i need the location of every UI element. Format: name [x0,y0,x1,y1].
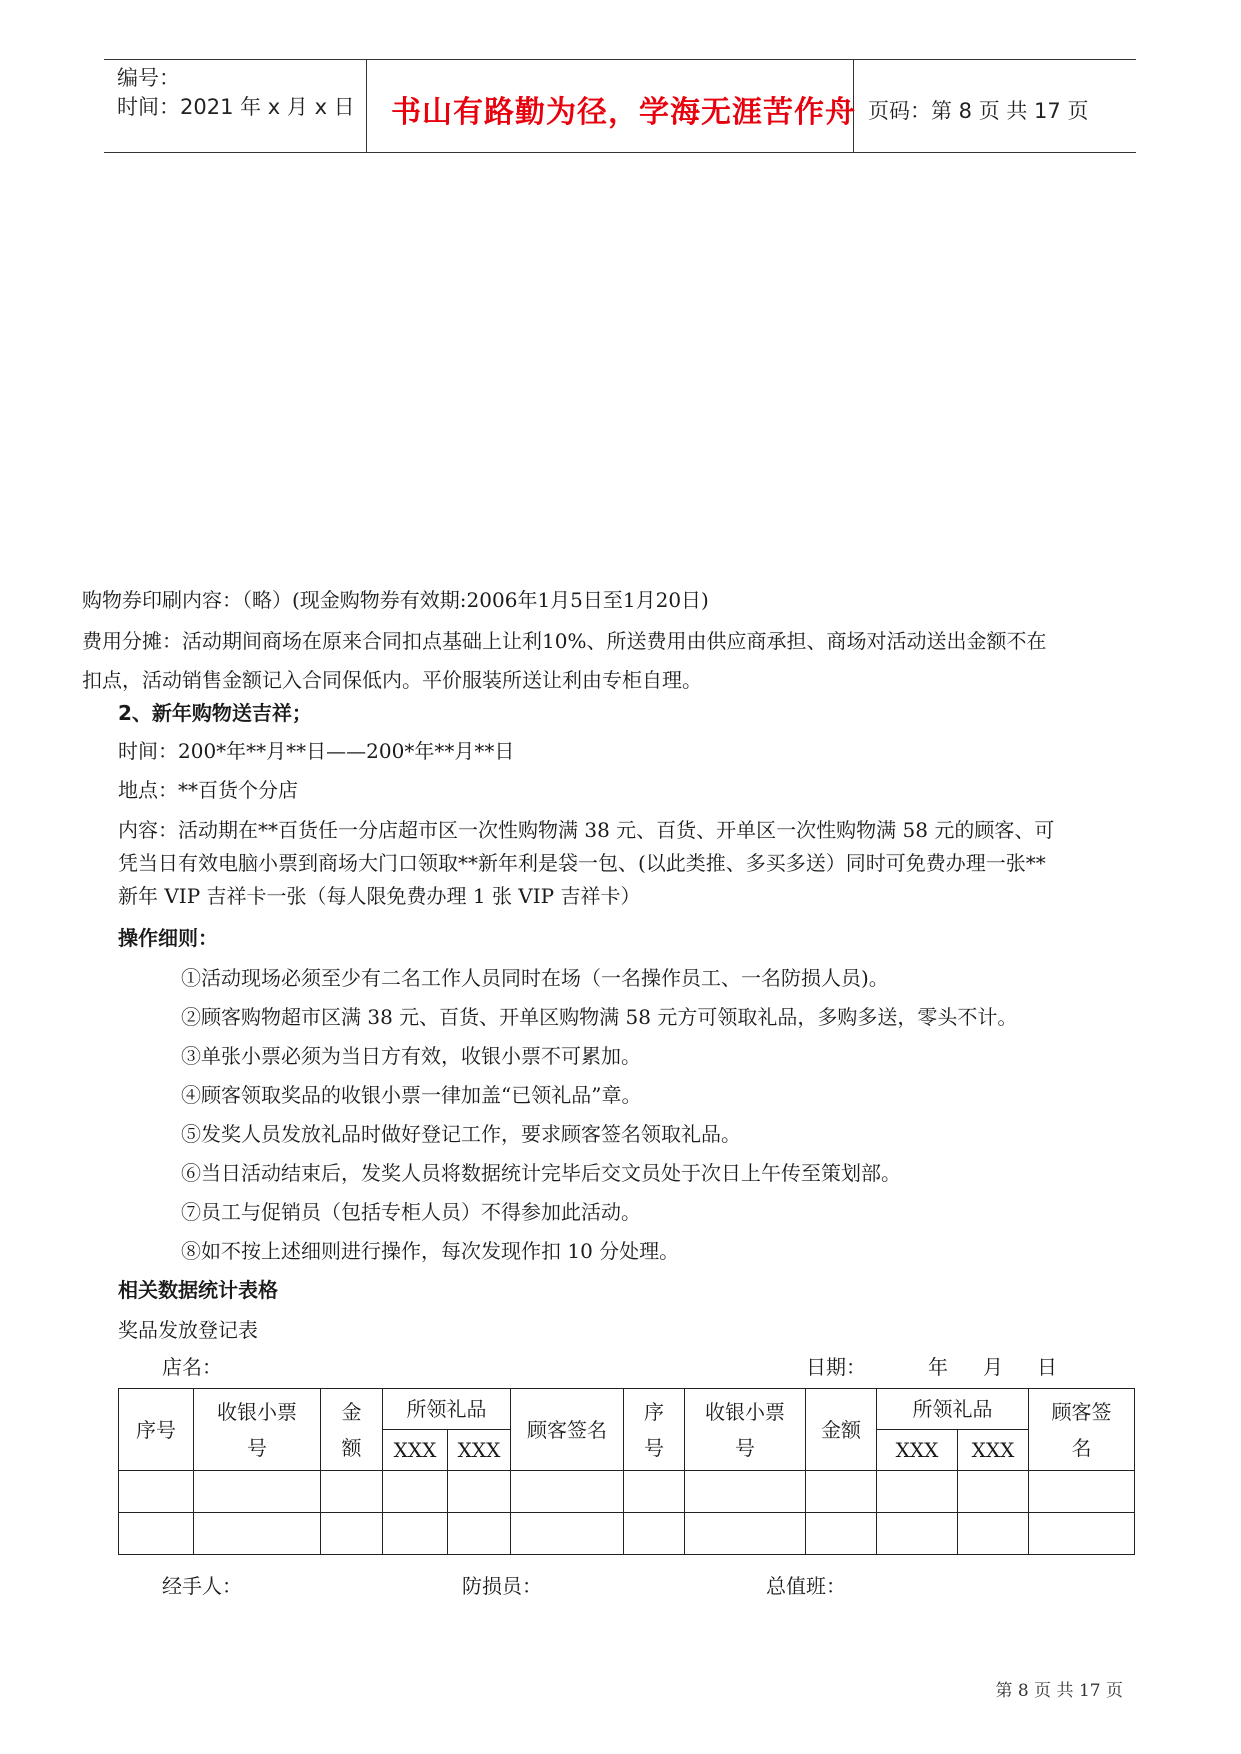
section-2-title: 2、新年购物送吉祥； [118,701,312,725]
header-customer-signature-2: 顾客签 名 [1029,1389,1135,1471]
table-cell[interactable] [383,1513,448,1555]
coupon-content-line: 购物券印刷内容：（略）(现金购物券有效期:2006年1月5日至1月20日) [82,588,709,612]
statistics-title: 相关数据统计表格 [118,1278,278,1302]
header-gift-2: 所领礼品 [877,1389,1029,1430]
table-cell[interactable] [119,1471,194,1513]
table-cell[interactable] [877,1513,958,1555]
header-gift-b: XXX [448,1430,511,1471]
date-day-label: 日 [1037,1355,1057,1379]
table-cell[interactable] [194,1471,321,1513]
date-label: 日期： [806,1355,866,1379]
header-top-rule [104,59,1136,60]
page-number-label: 页码：第 8 页 共 17 页 [868,99,1089,123]
duty-manager-label: 总值班： [766,1574,846,1598]
table-cell[interactable] [194,1513,321,1555]
header-receipt-no: 收银小票 号 [194,1389,321,1471]
rule-item: ⑧如不按上述细则进行操作，每次发现作扣 10 分处理。 [181,1239,680,1263]
header-customer-signature: 顾客签名 [511,1389,624,1471]
table-cell[interactable] [448,1471,511,1513]
header-divider-left [366,60,367,153]
table-cell[interactable] [806,1471,877,1513]
table-row [119,1471,1135,1513]
table-cell[interactable] [511,1471,624,1513]
table-cell[interactable] [806,1513,877,1555]
header-seq-2: 序 号 [624,1389,685,1471]
store-name-label: 店名： [162,1355,222,1379]
cost-sharing-line-2: 扣点，活动销售金额记入合同保低内。平价服装所送让利由专柜自理。 [82,668,702,692]
prize-registration-table [118,1388,1135,1555]
cost-sharing-line-1: 费用分摊：活动期间商场在原来合同扣点基础上让利10%、所送费用由供应商承担、商场对活动送出金额不在 [82,629,1047,653]
date-month-label: 月 [983,1355,1003,1379]
rules-title: 操作细则： [118,926,218,950]
document-number-label: 编号： [117,66,180,90]
loss-prevention-label: 防损员： [462,1574,542,1598]
event-content-line-3: 新年 VIP 吉祥卡一张（每人限免费办理 1 张 VIP 吉祥卡） [118,884,641,908]
rule-item: ⑥当日活动结束后，发奖人员将数据统计完毕后交文员处于次日上午传至策划部。 [181,1161,901,1185]
header-bottom-rule [104,152,1136,153]
header-receipt-no-2: 收银小票 号 [685,1389,806,1471]
rule-item: ⑦员工与促销员（包括专柜人员）不得参加此活动。 [181,1200,641,1224]
handler-label: 经手人： [162,1574,242,1598]
event-place-line: 地点：**百货个分店 [118,778,298,802]
document-time-label: 时间：2021 年 x 月 x 日 [117,95,355,119]
rule-item: ③单张小票必须为当日方有效，收银小票不可累加。 [181,1044,641,1068]
header-seq: 序号 [119,1389,194,1471]
event-time-line: 时间：200*年**月**日——200*年**月**日 [118,739,515,763]
form-title: 奖品发放登记表 [118,1318,258,1342]
table-cell[interactable] [685,1471,806,1513]
table-cell[interactable] [383,1471,448,1513]
table-cell[interactable] [1029,1513,1135,1555]
table-cell[interactable] [624,1513,685,1555]
table-cell[interactable] [958,1471,1029,1513]
rule-item: ⑤发奖人员发放礼品时做好登记工作，要求顾客签名领取礼品。 [181,1122,741,1146]
footer-page-number: 第 8 页 共 17 页 [995,1681,1123,1701]
rule-item: ②顾客购物超市区满 38 元、百货、开单区购物满 58 元方可领取礼品，多购多送，零头不计。 [181,1005,1018,1029]
date-year-label: 年 [928,1355,948,1379]
table-cell[interactable] [321,1513,383,1555]
table-cell[interactable] [685,1513,806,1555]
table-cell[interactable] [624,1471,685,1513]
header-gift-a-2: XXX [877,1430,958,1471]
table-cell[interactable] [1029,1471,1135,1513]
table-cell[interactable] [119,1513,194,1555]
header-gift: 所领礼品 [383,1389,511,1430]
table-cell[interactable] [958,1513,1029,1555]
rule-item: ④顾客领取奖品的收银小票一律加盖“已领礼品”章。 [181,1083,642,1107]
table-cell[interactable] [511,1513,624,1555]
header-amount-2: 金额 [806,1389,877,1471]
table-cell[interactable] [321,1471,383,1513]
rule-item: ①活动现场必须至少有二名工作人员同时在场（一名操作员工、一名防损人员)。 [181,966,889,990]
header-amount: 金 额 [321,1389,383,1471]
header-motto: 书山有路勤为径，学海无涯苦作舟 [391,95,856,130]
event-content-line-2: 凭当日有效电脑小票到商场大门口领取**新年利是袋一包、(以此类推、多买多送）同时可免费办理一张** [118,851,1046,875]
table-cell[interactable] [448,1513,511,1555]
header-gift-b-2: XXX [958,1430,1029,1471]
event-content-line-1: 内容：活动期在**百货任一分店超市区一次性购物满 38 元、百货、开单区一次性购物满 58 元的顾客、可 [118,818,1055,842]
table-cell[interactable] [877,1471,958,1513]
header-gift-a: XXX [383,1430,448,1471]
table-row [119,1513,1135,1555]
